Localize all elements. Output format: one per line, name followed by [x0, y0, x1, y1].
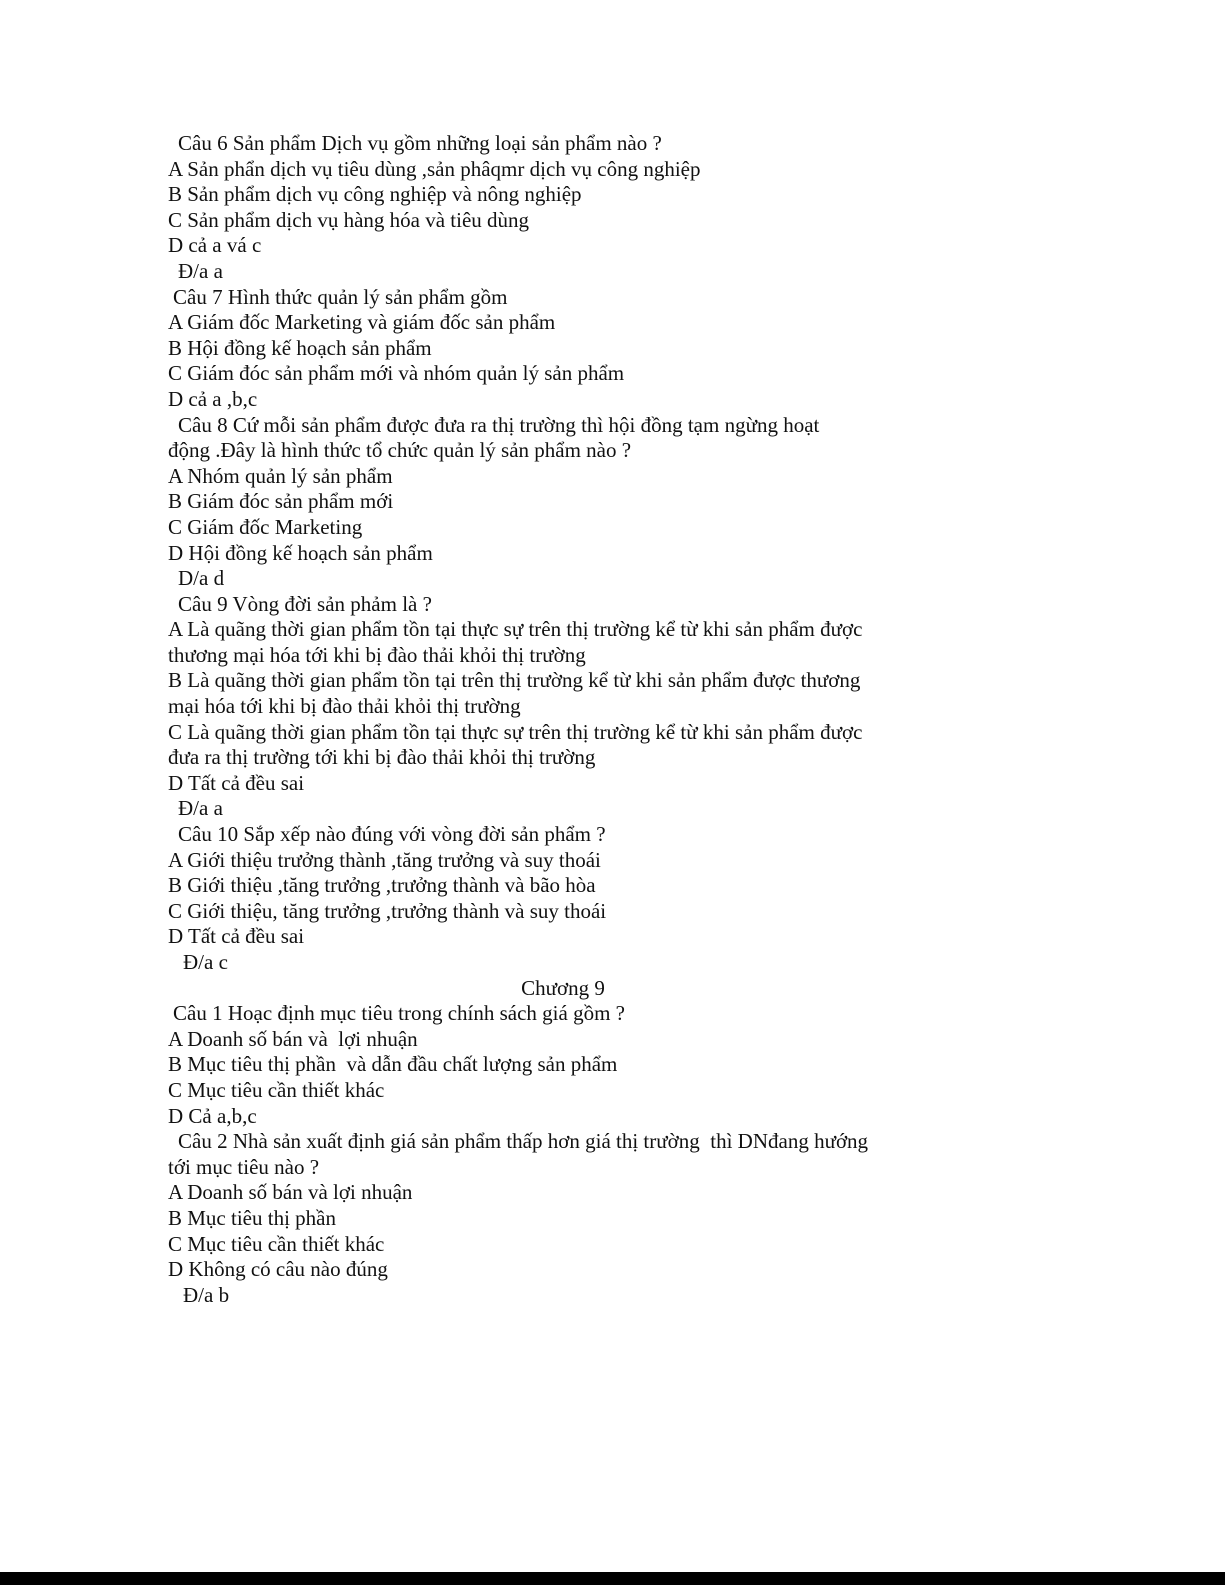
question-8-title-continued: động .Đây là hình thức tổ chức quản lý sản phẩm nào ?	[168, 438, 632, 463]
chapter-9-question-1-option-a: A Doanh số bán và lợi nhuận	[168, 1026, 418, 1051]
question-10-answer: Đ/a c	[183, 950, 228, 974]
question-10-option-d: D Tất cả đều sai	[168, 924, 305, 949]
chapter-9-question-2-option-a: A Doanh số bán và lợi nhuận	[168, 1180, 413, 1205]
question-8-option-b: B Giám đóc sản phẩm mới	[168, 489, 394, 514]
chapter-9-question-1-option-c: C Mục tiêu cần thiết khác	[168, 1077, 385, 1102]
question-7-option-a: A Giám đốc Marketing và giám đốc sản phẩm	[168, 310, 556, 335]
question-10-option-c: C Giới thiệu, tăng trưởng ,trưởng thành và suy thoái	[168, 898, 607, 923]
question-8-option-c: C Giám đốc Marketing	[168, 514, 363, 539]
question-7-option-d: D cả a ,b,c	[168, 386, 258, 411]
chapter-heading: Chương 9	[521, 975, 605, 1000]
question-9-option-c: C Là quãng thời gian phẩm tồn tại thực sự trên thị trường kể từ khi sản phẩm được	[168, 719, 863, 744]
question-9-option-b: B Là quãng thời gian phẩm tồn tại trên thị trường kể từ khi sản phẩm được thương	[168, 668, 861, 693]
question-9-option-c-continued: đưa ra thị trường tới khi bị đào thải khỏi thị trường	[168, 745, 596, 770]
chapter-9-question-2-answer: Đ/a b	[183, 1282, 230, 1307]
question-6-option-a: A Sản phẩn dịch vụ tiêu dùng ,sản phâqmr dịch vụ công nghiệp	[168, 156, 701, 181]
question-6-title: Câu 6 Sản phẩm Dịch vụ gồm những loại sản phẩm nào ?	[178, 131, 662, 155]
chapter-9-question-2-option-d: D Không có câu nào đúng	[168, 1257, 388, 1282]
chapter-9-question-1-option-d: D Cả a,b,c	[168, 1103, 257, 1128]
chapter-9-question-1-title: Câu 1 Hoạc định mục tiêu trong chính sách giá gồm ?	[173, 1001, 625, 1026]
question-9-option-a-continued: thương mại hóa tới khi bị đào thải khỏi thị trường	[168, 642, 586, 667]
question-6-answer: Đ/a a	[178, 258, 223, 283]
chapter-9-question-2-option-c: C Mục tiêu cần thiết khác	[168, 1231, 385, 1256]
chapter-9-question-2-title: Câu 2 Nhà sản xuất định giá sản phẩm thấp hơn giá thị trường thì DNđang hướng	[178, 1129, 869, 1154]
question-9-option-b-continued: mại hóa tới khi bị đào thải khỏi thị trường	[168, 694, 521, 719]
question-8-option-d: D Hội đồng kế hoạch sản phẩm	[168, 540, 433, 565]
chapter-9-question-2-title-continued: tới mục tiêu nào ?	[168, 1154, 320, 1179]
question-10-option-a: A Giới thiệu trưởng thành ,tăng trưởng và suy thoái	[168, 847, 601, 872]
document-body	[168, 131, 968, 1308]
question-8-answer: D/a d	[178, 566, 225, 591]
question-6-option-d: D cả a vá c	[168, 233, 262, 258]
question-9-option-a: A Là quãng thời gian phẩm tồn tại thực sự trên thị trường kể từ khi sản phẩm được	[168, 617, 863, 642]
chapter-9-question-1-option-b: B Mục tiêu thị phần và dẫn đầu chất lượng sản phẩm	[168, 1052, 618, 1077]
question-10-title: Câu 10 Sắp xếp nào đúng với vòng đời sản phẩm ?	[178, 822, 606, 847]
question-9-answer: Đ/a a	[178, 796, 223, 821]
question-7-option-c: C Giám đóc sản phẩm mới và nhóm quản lý sản phẩm	[168, 361, 625, 386]
question-7-title: Câu 7 Hình thức quản lý sản phẩm gồm	[173, 284, 508, 309]
chapter-9-question-2-option-b: B Mục tiêu thị phần	[168, 1205, 336, 1230]
question-8-option-a: A Nhóm quản lý sản phẩm	[168, 463, 393, 488]
question-10-option-b: B Giới thiệu ,tăng trưởng ,trưởng thành và bão hòa	[168, 873, 596, 898]
question-9-option-d: D Tất cả đều sai	[168, 770, 305, 795]
question-6-option-b: B Sản phẩm dịch vụ công nghiệp và nông nghiệp	[168, 182, 582, 207]
question-9-title: Câu 9 Vòng đời sản phảm là ?	[178, 591, 432, 616]
question-6-option-c: C Sản phẩm dịch vụ hàng hóa và tiêu dùng	[168, 207, 530, 232]
question-8-title: Câu 8 Cứ mỗi sản phẩm được đưa ra thị trường thì hội đồng tạm ngừng hoạt	[178, 412, 820, 437]
page-bottom-border	[0, 1572, 1225, 1585]
question-7-option-b: B Hội đồng kế hoạch sản phẩm	[168, 335, 432, 360]
